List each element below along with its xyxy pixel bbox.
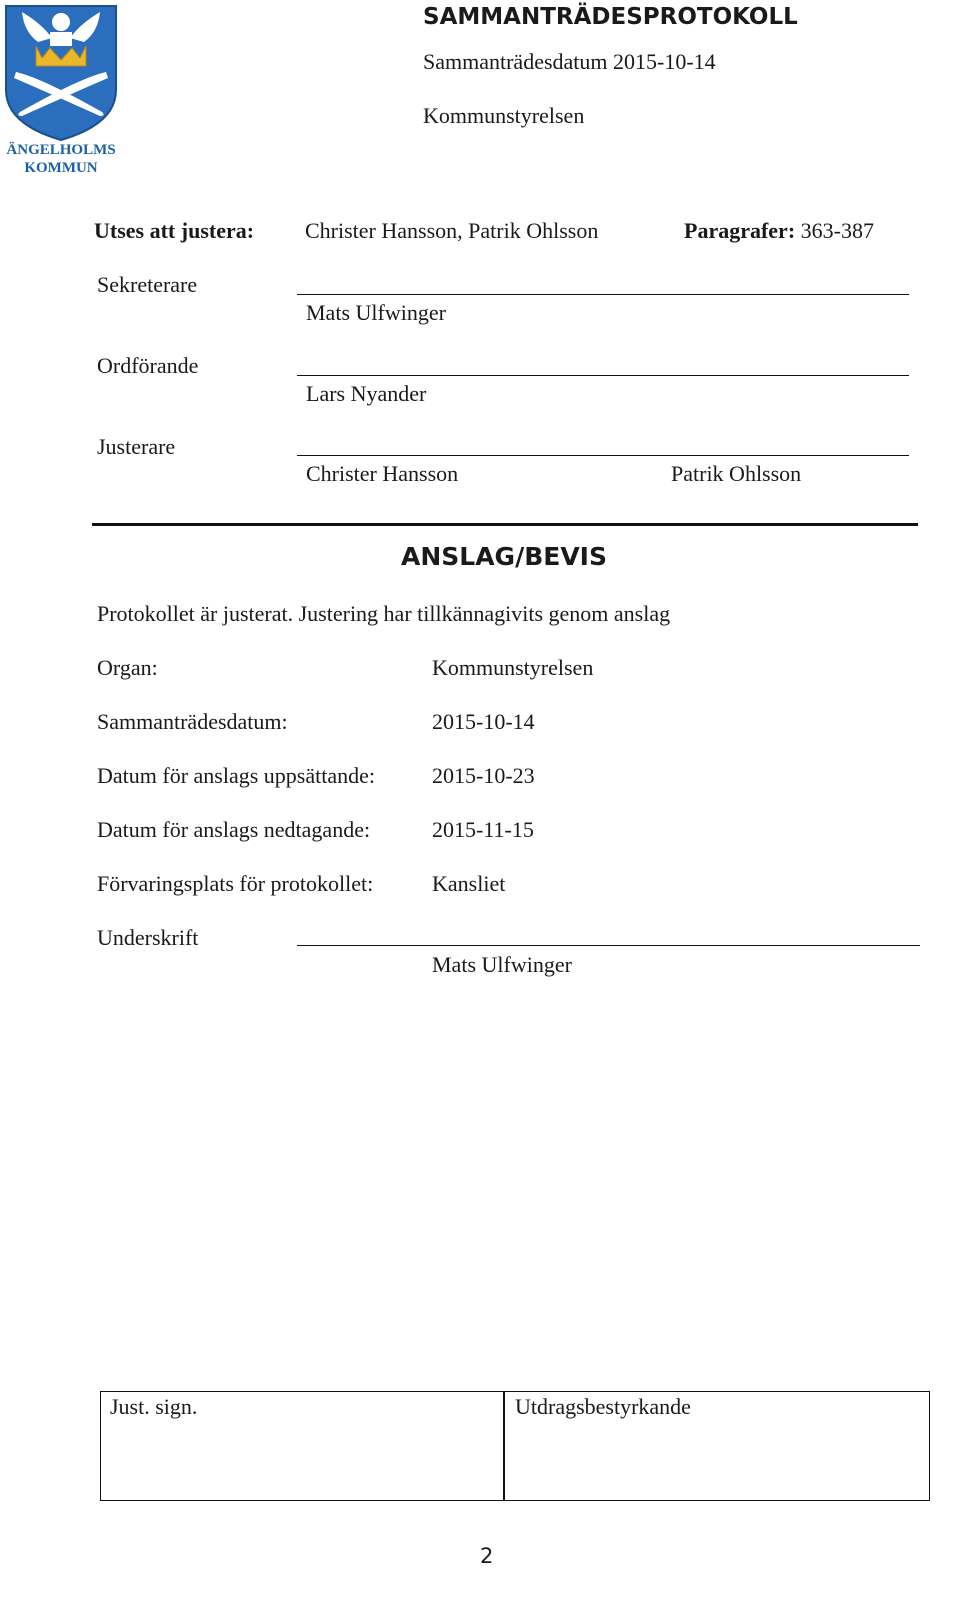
meeting-date-line: Sammanträdesdatum 2015-10-14 xyxy=(423,49,716,74)
logo-text-line2: KOMMUN xyxy=(24,160,98,176)
just-sign-box xyxy=(100,1391,505,1501)
adjuster1-name: Christer Hansson xyxy=(306,461,459,486)
signature-label: Underskrift xyxy=(97,925,199,950)
body-name: Kommunstyrelsen xyxy=(423,103,585,128)
coat-of-arms-icon xyxy=(2,2,120,142)
removal-date-label: Datum för anslags nedtagande: xyxy=(97,817,371,842)
notice-statement: Protokollet är justerat. Justering har tillkännagivits genom anslag xyxy=(97,601,671,626)
document-type-title: SAMMANTRÄDESPROTOKOLL xyxy=(423,4,798,30)
storage-value: Kansliet xyxy=(432,871,506,896)
notice-signature-line xyxy=(297,945,920,946)
page-number: 2 xyxy=(480,1544,494,1568)
adjust-names: Christer Hansson, Patrik Ohlsson xyxy=(305,218,599,243)
extract-cert-box xyxy=(503,1391,930,1501)
paragraphs xyxy=(684,218,874,244)
storage-label: Förvaringsplats för protokollet: xyxy=(97,871,374,896)
adjusters-role: Justerare xyxy=(97,434,176,459)
removal-date-value: 2015-11-15 xyxy=(432,817,534,842)
notice-title: ANSLAG/BEVIS xyxy=(401,542,607,571)
secretary-signature-line xyxy=(297,294,909,295)
organ-value: Kommunstyrelsen xyxy=(432,655,594,680)
secretary-role: Sekreterare xyxy=(97,272,198,297)
adjuster2-name: Patrik Ohlsson xyxy=(671,461,802,486)
secretary-name: Mats Ulfwinger xyxy=(306,300,446,325)
posted-date-label: Datum för anslags uppsättande: xyxy=(97,763,375,788)
chair-role: Ordförande xyxy=(97,353,199,378)
chair-signature-line xyxy=(297,375,909,376)
organ-label: Organ: xyxy=(97,655,158,680)
paragraphs-label: Paragrafer: xyxy=(684,218,796,243)
municipality-logo xyxy=(2,2,120,180)
adjust-label: Utses att justera: xyxy=(94,218,255,243)
paragraphs-value: 363-387 xyxy=(800,218,874,243)
section-divider xyxy=(92,523,918,526)
just-sign-label: Just. sign. xyxy=(110,1394,198,1419)
logo-text-line1: ÄNGELHOLMS xyxy=(6,142,116,158)
meeting-date-label: Sammanträdesdatum: xyxy=(97,709,288,734)
chair-name: Lars Nyander xyxy=(306,381,427,406)
adjusters-signature-line xyxy=(297,455,909,456)
extract-cert-label: Utdragsbestyrkande xyxy=(515,1394,691,1419)
meeting-date-value: 2015-10-14 xyxy=(432,709,535,734)
notice-signature-name: Mats Ulfwinger xyxy=(432,952,572,977)
posted-date-value: 2015-10-23 xyxy=(432,763,535,788)
